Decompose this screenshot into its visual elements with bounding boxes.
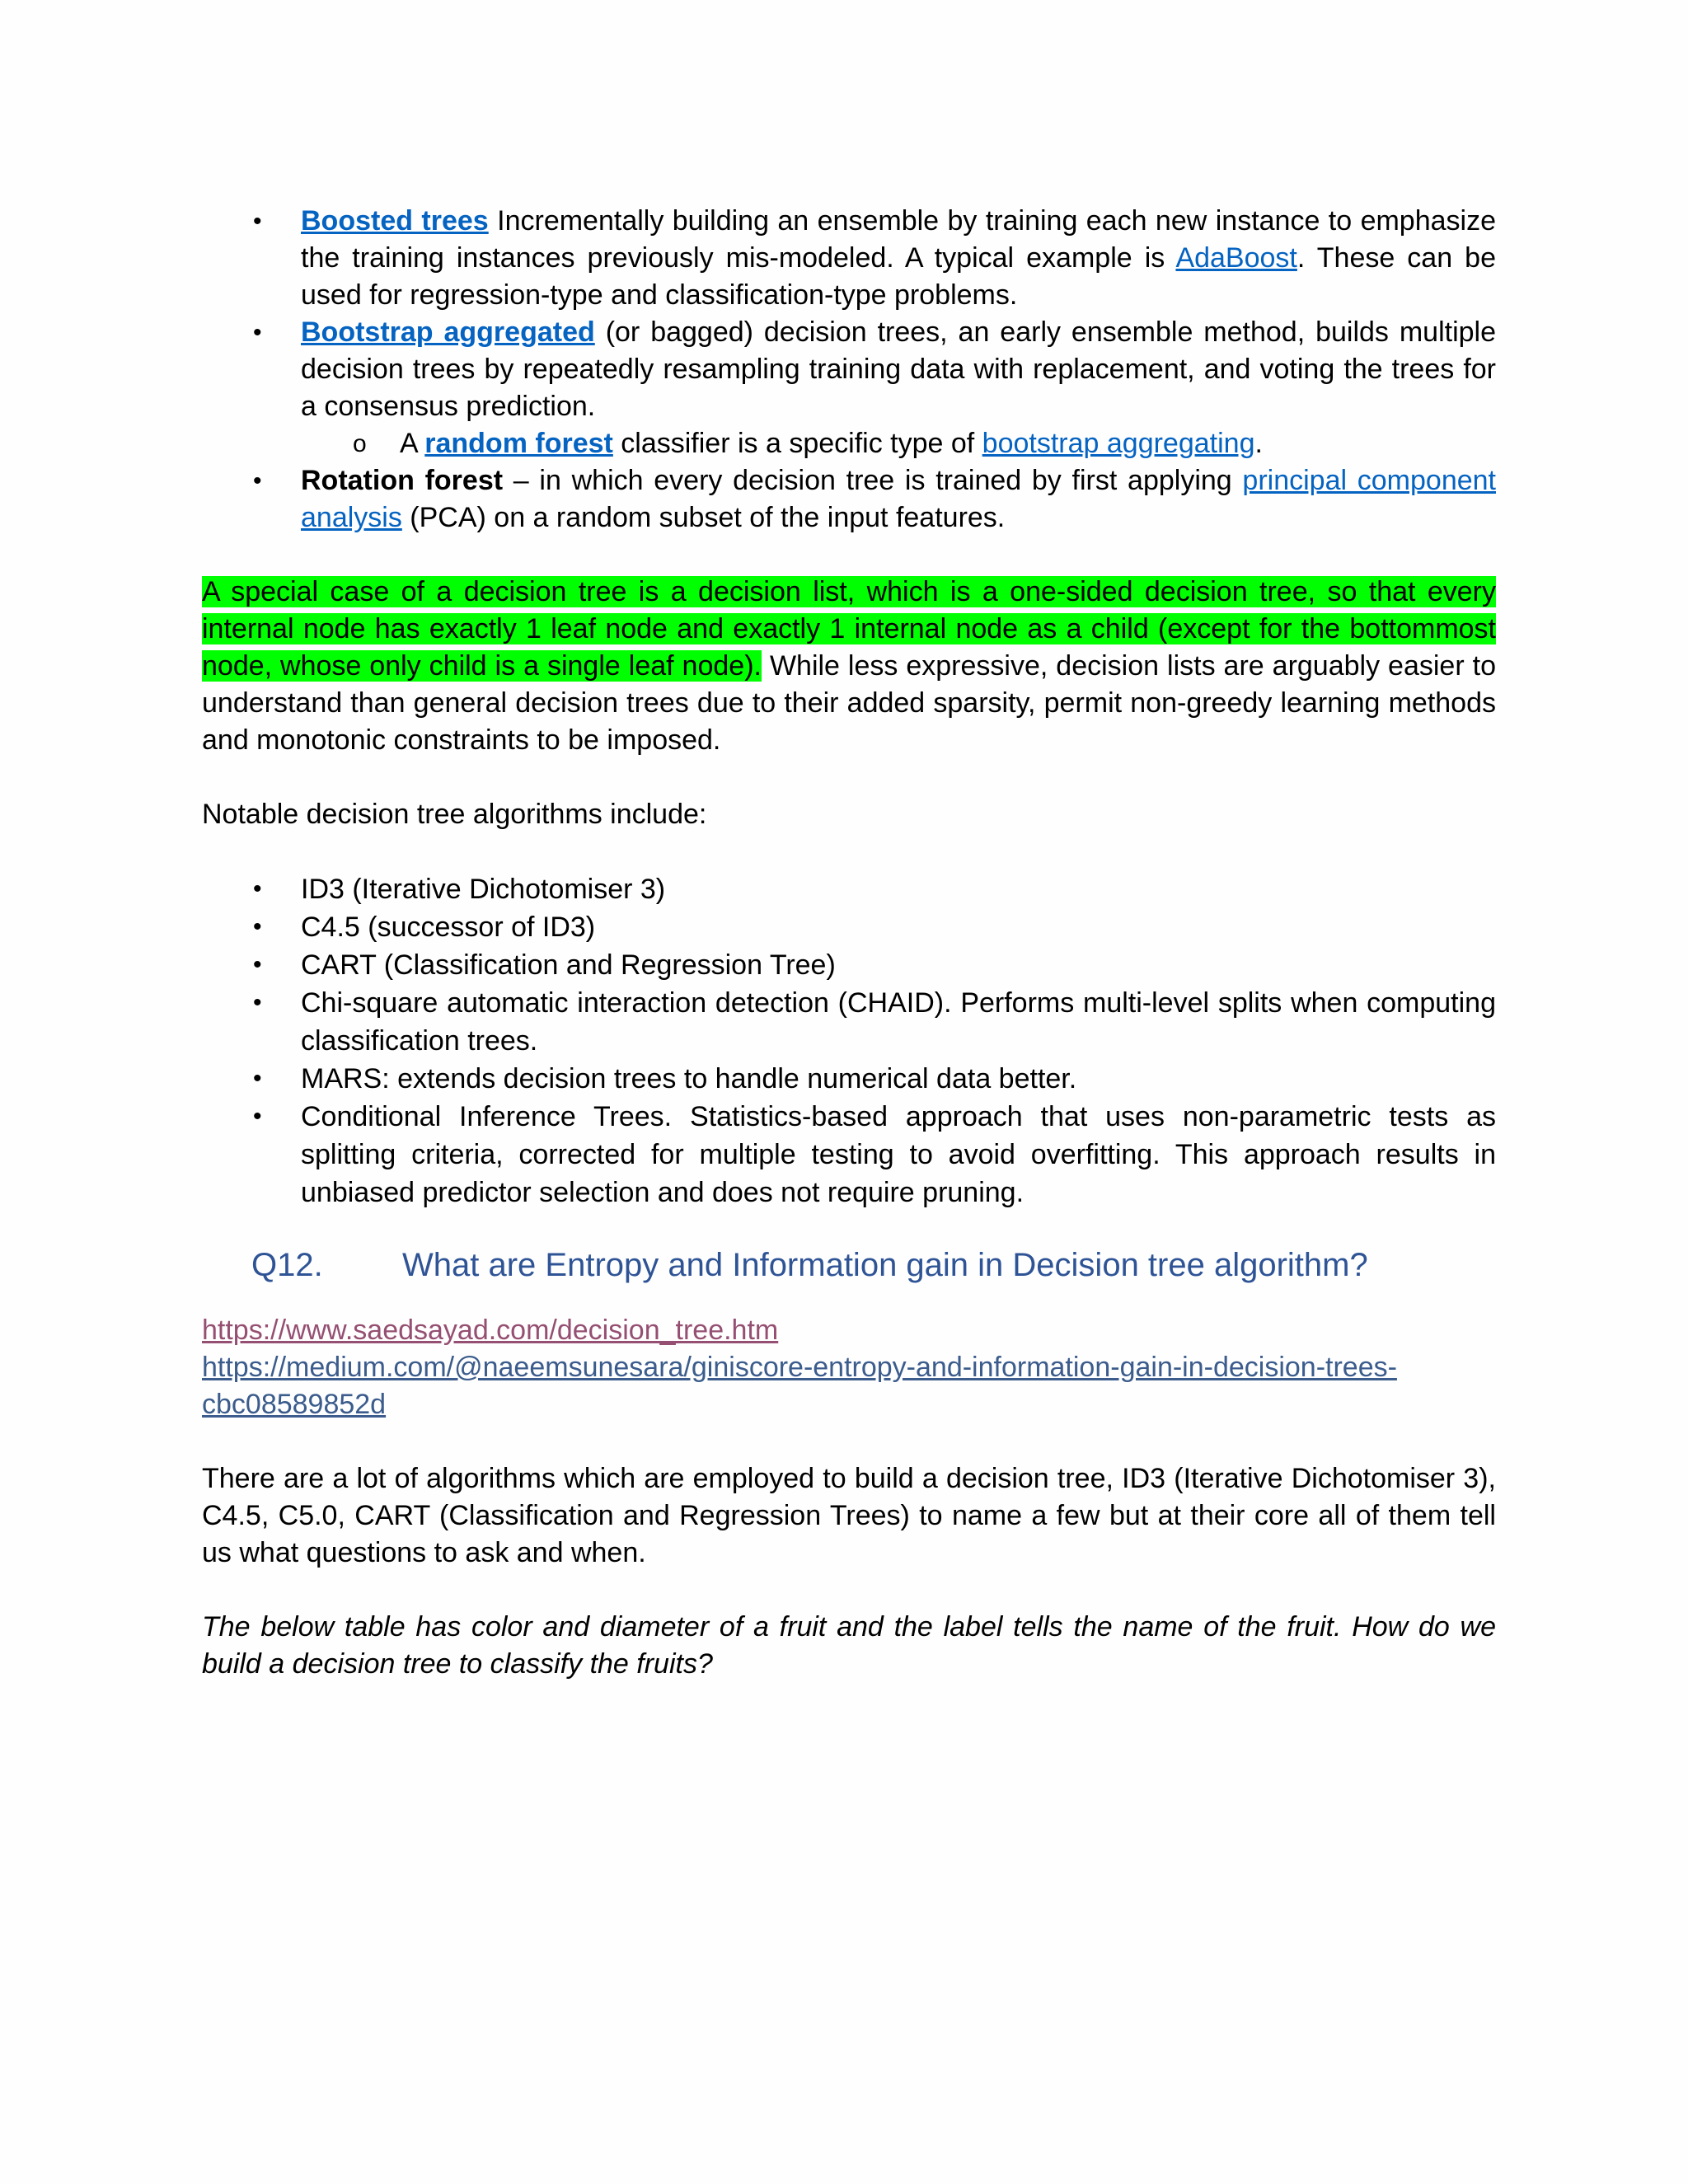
bullet-icon: •: [253, 1103, 262, 1130]
boosted-trees-link[interactable]: Boosted trees: [301, 205, 489, 237]
paragraph-text: While less expressive, decision lists are arguably easier to understand than general decision trees due to their added sparsity, permit non-greedy learning methods and monotonic constraints to be imposed.: [202, 650, 1496, 756]
bullet-icon: •: [253, 467, 262, 494]
list-item-text: CART (Classification and Regression Tree): [301, 949, 836, 981]
spacer: [202, 833, 1496, 870]
list-item: [202, 908, 1496, 946]
bullet-icon: •: [253, 913, 262, 940]
sub-bullet-icon: o: [353, 430, 367, 457]
heading-number: Q12.: [251, 1247, 323, 1283]
spacer: [202, 537, 1496, 574]
bullet-icon: •: [253, 319, 262, 346]
sub-list-item: [202, 425, 1496, 462]
list-item: [202, 1060, 1496, 1098]
spacer: [202, 1423, 1496, 1460]
reference-urls: [202, 1312, 1496, 1423]
list-item: [202, 203, 1496, 314]
list-item: [202, 314, 1496, 462]
list-item: [202, 870, 1496, 908]
decision-list-paragraph: [202, 574, 1496, 759]
list-item-text: MARS: extends decision trees to handle numerical data better.: [301, 1063, 1077, 1094]
bullet-icon: •: [253, 951, 262, 978]
medium-url-link[interactable]: https://medium.com/@naeemsunesara/giniscore-entropy-and-information-gain-in-decision-trees-cbc08589852d: [202, 1352, 1397, 1420]
sub-list-text: classifier is a specific type of: [612, 428, 982, 459]
highlighted-text: A special case of a decision tree is a decision list, which is a one-sided decision tree, so that every internal node has exactly 1 leaf node and exactly 1 internal node as a child (except for the bottommost node, whose only child is a single leaf node).: [202, 576, 1496, 682]
bullet-icon: •: [253, 989, 262, 1016]
page-content: [202, 203, 1496, 1683]
list-item-text: Incrementally building an ensemble by training each new instance to emphasize the training instances previously mis-modeled. A typical example is: [301, 205, 1497, 274]
heading-title: What are Entropy and Information gain in Decision tree algorithm?: [402, 1247, 1368, 1283]
bootstrap-aggregated-link[interactable]: Bootstrap aggregated: [301, 316, 595, 348]
ensemble-methods-list: [202, 203, 1496, 537]
random-forest-link[interactable]: random forest: [424, 428, 613, 459]
saedsayad-url-link[interactable]: https://www.saedsayad.com/decision_tree.htm: [202, 1315, 779, 1346]
adaboost-link[interactable]: AdaBoost: [1175, 242, 1297, 274]
list-item: [202, 946, 1496, 984]
sub-list-text: .: [1254, 428, 1263, 459]
list-item-text: (or bagged) decision trees, an early ensemble method, builds multiple decision trees by repeatedly resampling training data with replacement, and voting the trees for a consensus prediction.: [301, 316, 1497, 422]
list-item-text: (PCA) on a random subset of the input features.: [401, 502, 1006, 533]
spacer: [202, 1212, 1496, 1243]
bootstrap-aggregating-link[interactable]: bootstrap aggregating: [982, 428, 1255, 459]
sub-list-text: A: [400, 428, 425, 459]
algorithms-intro: Notable decision tree algorithms include:: [202, 799, 707, 830]
list-item-text: C4.5 (successor of ID3): [301, 912, 596, 943]
list-item: [202, 462, 1496, 537]
spacer: [202, 1287, 1496, 1312]
list-item-text: Chi-square automatic interaction detection (CHAID). Performs multi-level splits when computing classification trees.: [301, 987, 1496, 1057]
fruit-table-question: The below table has color and diameter of a fruit and the label tells the name of the fruit. How do we build a decision tree to classify the fruits?: [202, 1611, 1496, 1680]
algorithms-list: [202, 870, 1496, 1212]
list-item: [202, 1098, 1496, 1212]
list-item-text: . These can be used for regression-type and classification-type problems.: [301, 242, 1496, 311]
list-item-text: ID3 (Iterative Dichotomiser 3): [301, 874, 666, 905]
list-item: [202, 984, 1496, 1060]
algorithms-paragraph: There are a lot of algorithms which are employed to build a decision tree, ID3 (Iterative Dichotomiser 3), C4.5, C5.0, CART (Classification and Regression Trees) to name a few but at their core all of them tell us what questions to ask and when.: [202, 1463, 1496, 1568]
pca-link[interactable]: principal component analysis: [301, 465, 1496, 533]
list-item-text: Conditional Inference Trees. Statistics-based approach that uses non-parametric tests as splitting criteria, corrected for multiple testing to avoid overfitting. This approach results in unbiased predictor selection and does not require pruning.: [301, 1101, 1496, 1208]
section-heading: [202, 1243, 1496, 1287]
list-item-text: – in which every decision tree is trained by first applying: [503, 465, 1243, 496]
spacer: [202, 759, 1496, 796]
spacer: [202, 1572, 1496, 1609]
bullet-icon: •: [253, 208, 262, 235]
sub-list: [202, 425, 1496, 462]
bullet-icon: •: [253, 875, 262, 902]
rotation-forest-term: Rotation forest: [301, 465, 504, 496]
bullet-icon: •: [253, 1065, 262, 1092]
